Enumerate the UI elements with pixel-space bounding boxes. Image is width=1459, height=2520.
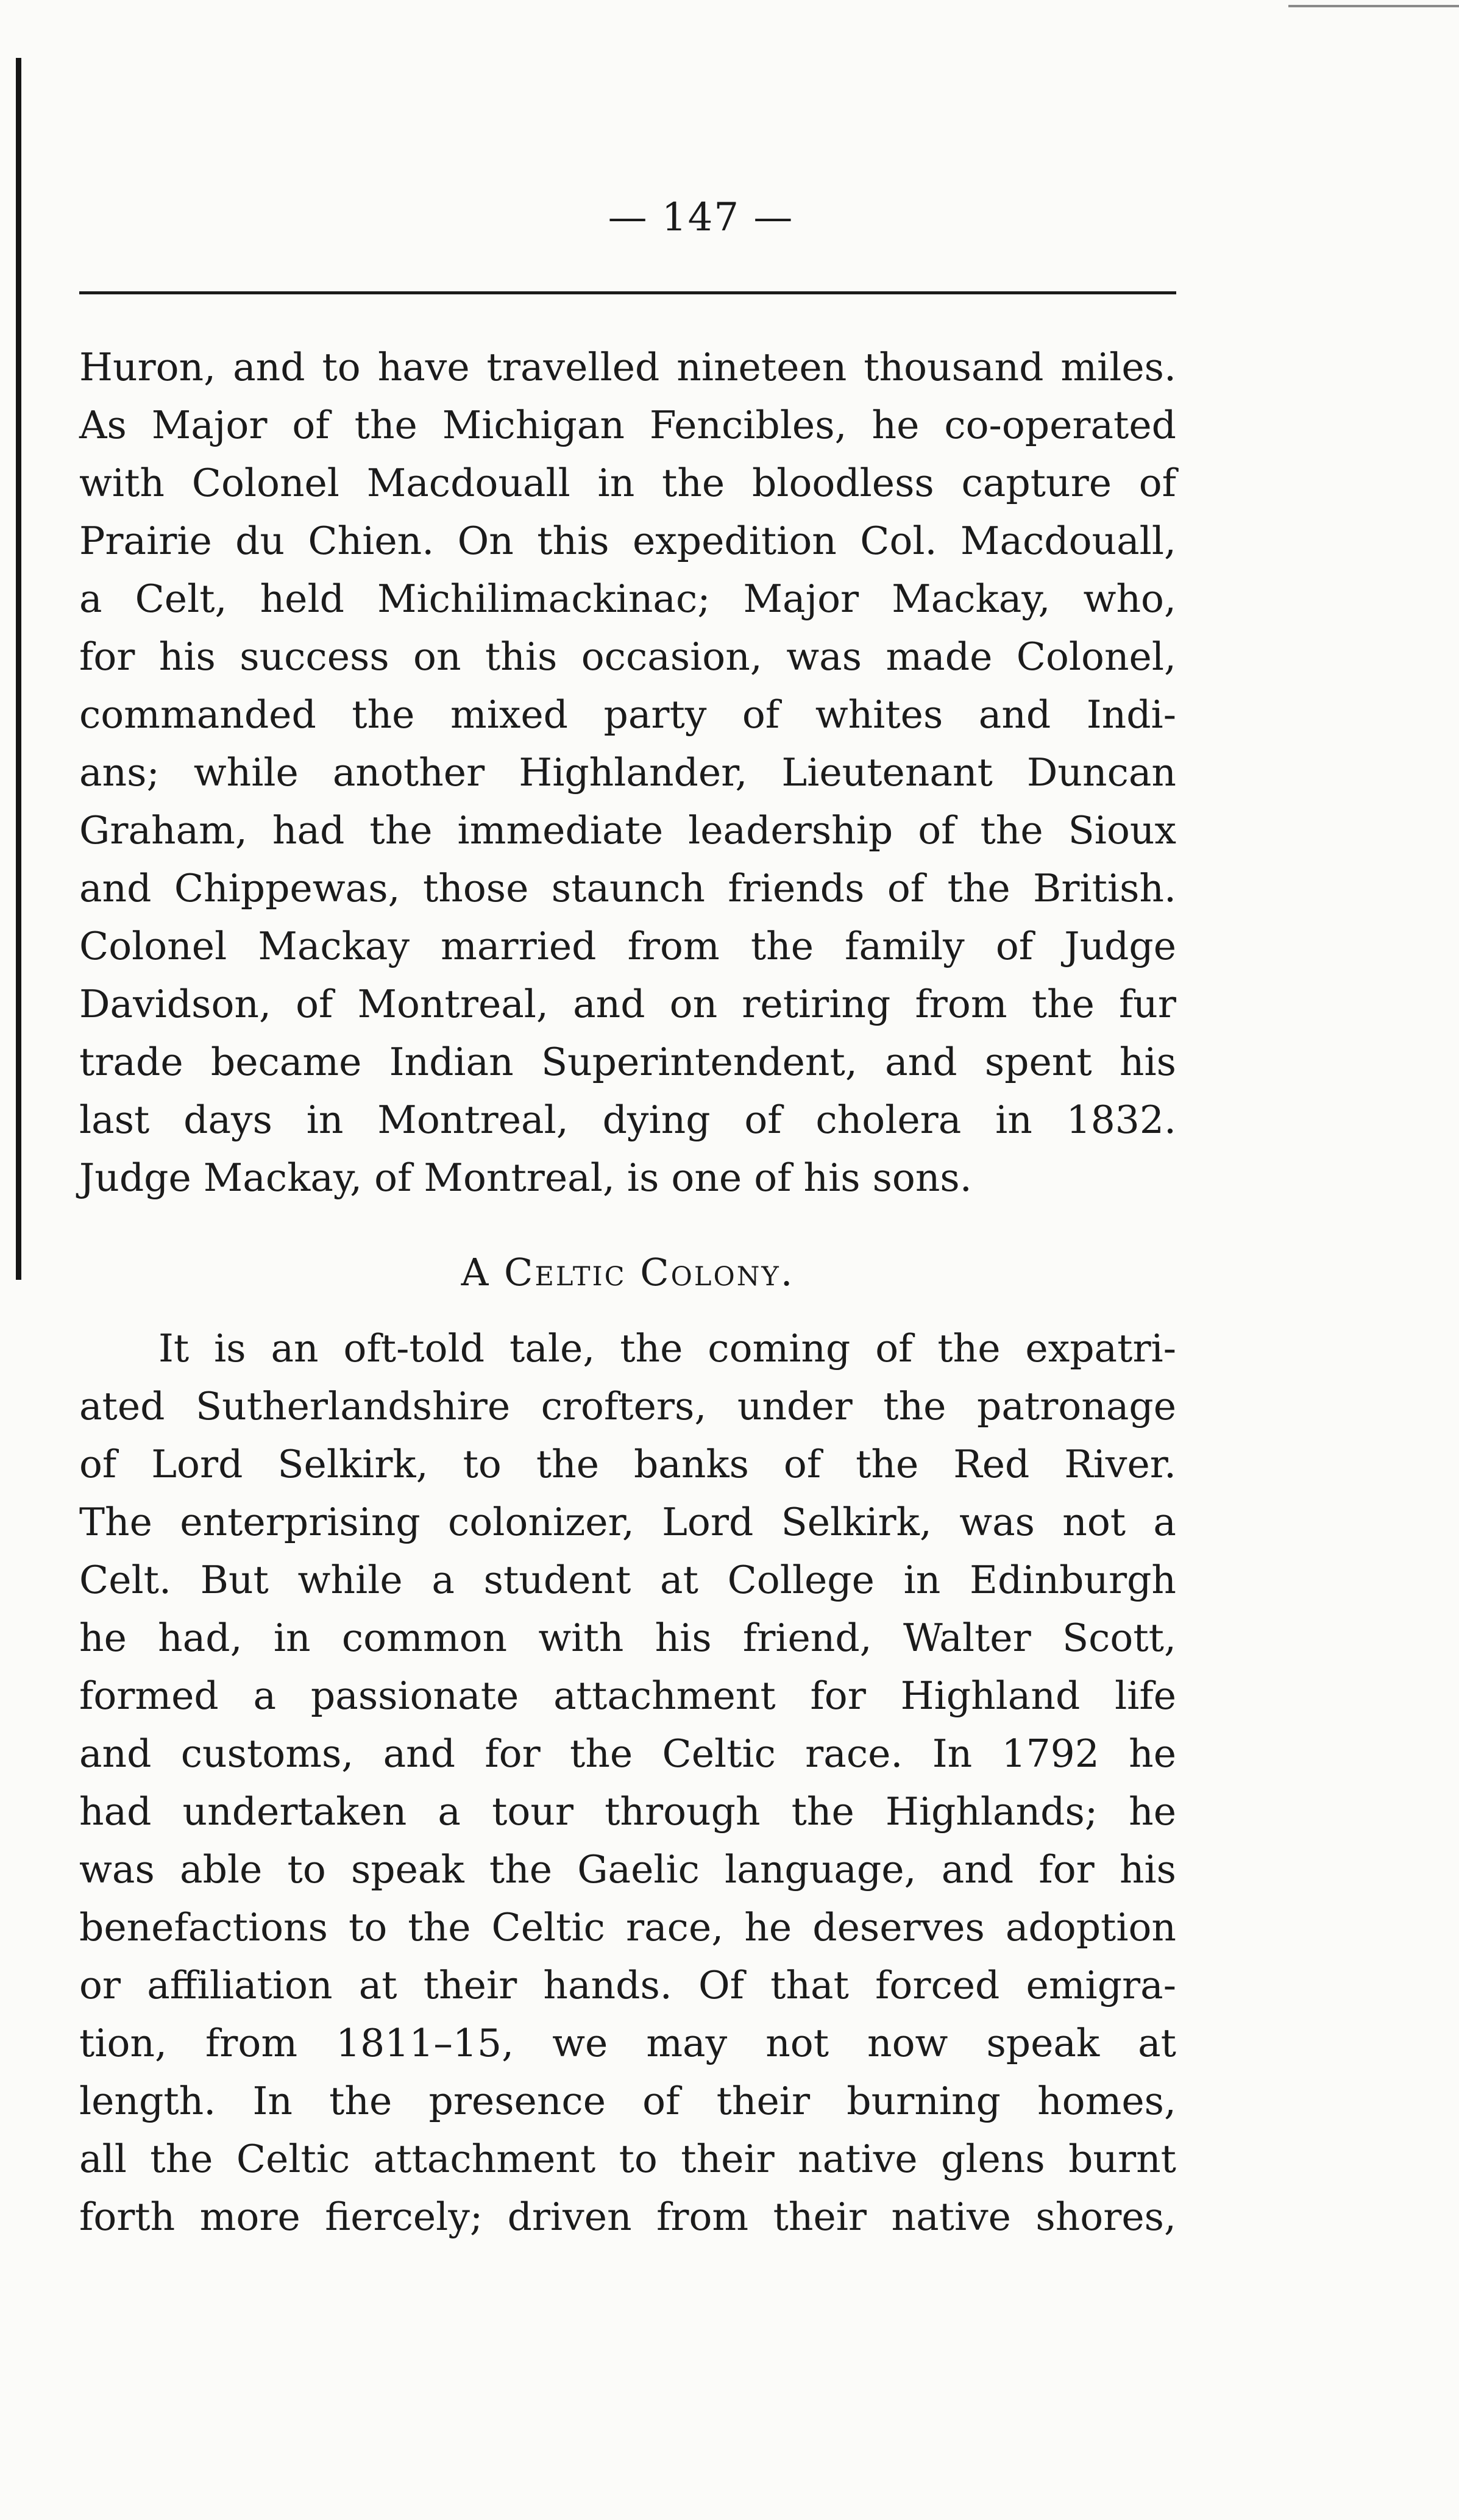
text-line: forth more fiercely; driven from their native shores, — [79, 2195, 1176, 2239]
text-line: for his success on this occasion, was made Colonel, — [79, 634, 1176, 679]
text-line: trade became Indian Superintendent, and spent his — [79, 1040, 1176, 1084]
text-line: of Lord Selkirk, to the banks of the Red River. — [79, 1442, 1176, 1486]
text-line: The enterprising colonizer, Lord Selkirk, was not a — [79, 1500, 1176, 1544]
text-line: all the Celtic attachment to their native glens burnt — [79, 2137, 1176, 2181]
text-line: Huron, and to have travelled nineteen thousand miles. — [79, 345, 1176, 389]
text-line: Celt. But while a student at College in Edinburgh — [79, 1558, 1176, 1602]
text-line: It is an oft-told tale, the coming of the expatri- — [158, 1326, 1176, 1371]
text-line: Davidson, of Montreal, and on retiring from the fur — [79, 982, 1176, 1026]
header-rule — [79, 291, 1176, 294]
text-line: Judge Mackay, of Montreal, is one of his sons. — [79, 1155, 972, 1200]
text-line: commanded the mixed party of whites and Indi- — [79, 692, 1176, 737]
text-line: and Chippewas, those staunch friends of the British. — [79, 866, 1176, 910]
text-line: length. In the presence of their burning homes, — [79, 2079, 1176, 2123]
text-line: had undertaken a tour through the Highlands; he — [79, 1789, 1176, 1834]
text-line: Graham, had the immediate leadership of the Sioux — [79, 808, 1176, 853]
text-line: with Colonel Macdouall in the bloodless capture of — [79, 461, 1176, 505]
page-binding-edge — [16, 58, 21, 1280]
text-line: Colonel Mackay married from the family of Judge — [79, 924, 1176, 968]
page-number: — 147 — — [608, 195, 794, 240]
text-line: he had, in common with his friend, Walter Scott, — [79, 1616, 1176, 1660]
top-edge-rule — [1288, 5, 1459, 7]
text-line: a Celt, held Michilimackinac; Major Mackay, who, — [79, 577, 1176, 621]
paragraph-2 — [79, 1319, 1176, 2246]
text-line: formed a passionate attachment for Highland life — [79, 1673, 1176, 1718]
text-line: was able to speak the Gaelic language, and for his — [79, 1847, 1176, 1892]
paragraph-1 — [79, 338, 1176, 1207]
text-line: As Major of the Michigan Fencibles, he co-operated — [79, 403, 1176, 447]
text-line: last days in Montreal, dying of cholera in 1832. — [79, 1098, 1176, 1142]
section-heading: A Celtic Colony. — [461, 1250, 795, 1294]
text-line: ated Sutherlandshire crofters, under the patronage — [79, 1384, 1176, 1429]
text-line: tion, from 1811–15, we may not now speak at — [79, 2021, 1176, 2065]
text-line: or affiliation at their hands. Of that forced emigra- — [79, 1963, 1176, 2007]
text-line: Prairie du Chien. On this expedition Col. Macdouall, — [79, 519, 1176, 563]
text-line: benefactions to the Celtic race, he deserves adoption — [79, 1905, 1176, 1950]
text-line: ans; while another Highlander, Lieutenant Duncan — [79, 750, 1176, 795]
text-line: and customs, and for the Celtic race. In 1792 he — [79, 1731, 1176, 1776]
